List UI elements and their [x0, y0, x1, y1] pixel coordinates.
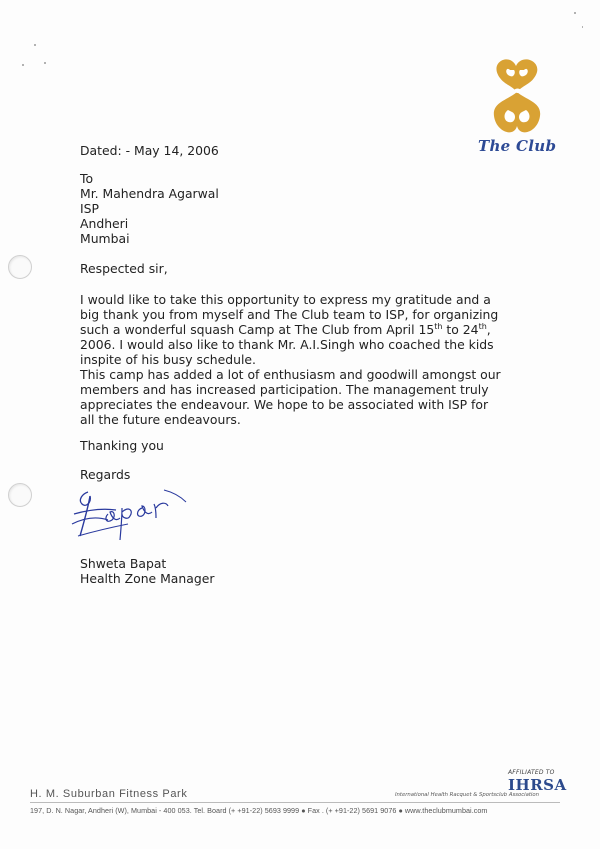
- footer-org-name: H. M. Suburban Fitness Park: [30, 788, 188, 800]
- body-line: inspite of his busy schedule.: [80, 352, 256, 367]
- footer-divider: [30, 802, 560, 803]
- club-logo-text: The Club: [478, 137, 557, 155]
- body-line: appreciates the endeavour. We hope to be associated with ISP for: [80, 397, 489, 412]
- body-line: 2006. I would also like to thank Mr. A.I.Singh who coached the kids: [80, 337, 494, 352]
- recipient-city: Mumbai: [80, 231, 130, 246]
- scan-speck: [574, 12, 576, 14]
- body-line: big thank you from myself and The Club team to ISP, for organizing: [80, 307, 499, 322]
- closing-regards: Regards: [80, 467, 131, 482]
- affiliation-label: AFFILIATED TO: [508, 769, 555, 776]
- closing-thanks: Thanking you: [80, 438, 164, 453]
- scan-speck: [582, 26, 583, 28]
- scan-speck: [34, 44, 36, 46]
- letter-date: Dated: - May 14, 2006: [80, 143, 219, 158]
- signatory-name: Shweta Bapat: [80, 556, 167, 571]
- body-line: [80, 322, 491, 337]
- body-line: all the future endeavours.: [80, 412, 241, 427]
- recipient-name: Mr. Mahendra Agarwal: [80, 186, 219, 201]
- ordinal-suffix: th: [478, 322, 487, 331]
- body-line: This camp has added a lot of enthusiasm and goodwill amongst our: [80, 367, 501, 382]
- body-line: members and has increased participation. The management truly: [80, 382, 489, 397]
- recipient-area: Andheri: [80, 216, 129, 231]
- scan-speck: [44, 62, 46, 64]
- body-text: ,: [486, 322, 491, 337]
- punch-hole: [8, 483, 32, 507]
- body-line: I would like to take this opportunity to express my gratitude and a: [80, 292, 491, 307]
- salutation: Respected sir,: [80, 261, 168, 276]
- footer-address: 197, D. N. Nagar, Andheri (W), Mumbai - 400 053. Tel. Board (+ +91-22) 5693 9999 ● Fax . (+ +91-22) 5691 9076 ● www.theclubmumbai.com: [30, 806, 488, 815]
- club-logo-icon: [486, 52, 548, 140]
- punch-hole: [8, 255, 32, 279]
- body-text: such a wonderful squash Camp at The Club from April 15: [80, 322, 435, 337]
- scan-speck: [22, 64, 24, 66]
- ordinal-suffix: th: [434, 322, 443, 331]
- ihrsa-full-name: International Health Racquet & Sportsclub Association: [395, 792, 539, 798]
- recipient-org: ISP: [80, 201, 99, 216]
- body-text: to 24: [442, 322, 479, 337]
- signature-image: [68, 484, 198, 548]
- ihrsa-logo: IHRSA: [508, 776, 567, 794]
- signatory-title: Health Zone Manager: [80, 571, 215, 586]
- address-to: To: [80, 171, 94, 186]
